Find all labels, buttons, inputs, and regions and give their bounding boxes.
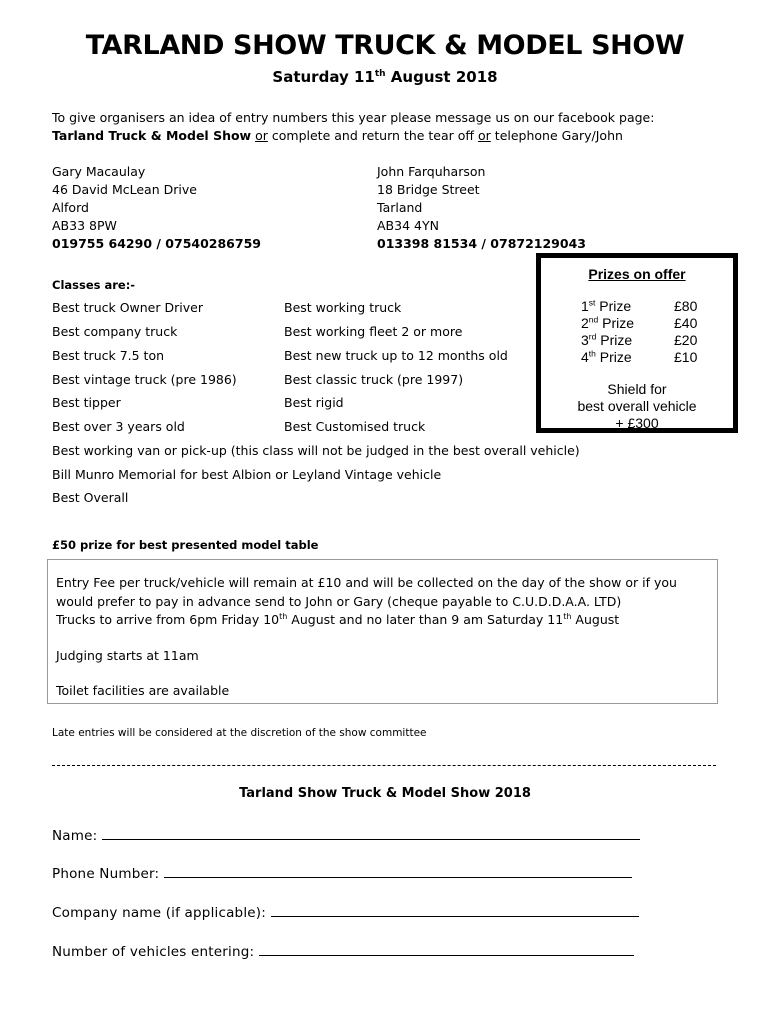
form-title: Tarland Show Truck & Model Show 2018 [239,786,531,801]
shield-line: best overall vehicle [577,398,697,414]
intro-line-1: To give organisers an idea of entry numbers this year please message us on our facebook page: [52,110,655,125]
vehicles-label: Number of vehicles entering: [52,944,255,960]
contact-phone: 013398 81534 / 07872129043 [377,236,586,251]
class-item: Best vintage truck (pre 1986) [52,372,237,387]
name-label: Name: [52,828,98,844]
intro-line-2 [52,127,623,145]
class-item: Best working van or pick-up (this class will not be judged in the best overall vehicle) [52,443,580,458]
prize-place: 1st Prize [581,297,632,314]
company-field-row [52,902,639,921]
class-item: Best classic truck (pre 1997) [284,372,464,387]
prize-amount: £10 [674,349,698,365]
name-field[interactable] [102,825,640,840]
judging-info: Judging starts at 11am [56,648,199,663]
intro-mid: complete and return the tear off [271,128,475,143]
contact-town: Tarland [377,200,423,215]
class-item: Best truck 7.5 ton [52,348,165,363]
info-box [47,559,718,704]
vehicles-field-row [52,941,634,960]
prizes-title: Prizes on offer [588,266,686,282]
class-item: Bill Munro Memorial for best Albion or Leyland Vintage vehicle [52,467,442,482]
contact-john [377,163,586,253]
info-line-3: Trucks to arrive from 6pm Friday 10th August and no later than 9 am Saturday 11th August [56,611,620,627]
contact-address: 18 Bridge Street [377,182,480,197]
contact-phone: 019755 64290 / 07540286759 [52,236,261,251]
date-prefix: Saturday 11 [272,68,375,86]
info-line-1: Entry Fee per truck/vehicle will remain at £10 and will be collected on the day of the show or if you [56,575,677,590]
phone-label: Phone Number: [52,866,160,882]
toilet-info: Toilet facilities are available [56,683,230,698]
class-item: Best rigid [284,395,344,410]
contact-postcode: AB33 8PW [52,218,117,233]
tear-off-line [52,765,716,766]
class-item: Best working fleet 2 or more [284,324,463,339]
prize-amount: £80 [674,298,698,314]
class-item: Best working truck [284,300,402,315]
prize-place: 3rd Prize [581,331,633,348]
contact-gary [52,163,261,253]
class-item: Best over 3 years old [52,419,185,434]
classes-heading: Classes are:- [52,278,136,292]
class-item: Best new truck up to 12 months old [284,348,508,363]
class-item: Best tipper [52,395,121,410]
contact-address: 46 David McLean Drive [52,182,197,197]
contact-postcode: AB34 4YN [377,218,439,233]
phone-field-row [52,863,632,882]
or-text-1: or [255,128,268,143]
event-date [0,68,770,86]
date-month-year: August 2018 [385,68,498,86]
contact-name: Gary Macaulay [52,164,146,179]
company-field[interactable] [271,902,639,917]
prize-amount: £20 [674,332,698,348]
contact-town: Alford [52,200,89,215]
prize-place: 2nd Prize [581,314,635,331]
or-text-2: or [478,128,491,143]
shield-prize [541,381,733,432]
name-field-row [52,825,640,844]
phone-field[interactable] [164,863,632,878]
model-prize: £50 prize for best presented model table [52,538,319,552]
info-line-2: would prefer to pay in advance send to John or Gary (cheque payable to C.U.D.D.A.A. LTD) [56,594,622,609]
late-entries-note: Late entries will be considered at the discretion of the show committee [52,727,427,739]
intro-end: telephone Gary/John [494,128,623,143]
company-label: Company name (if applicable): [52,905,267,921]
shield-line: + £300 [615,415,659,431]
vehicles-field[interactable] [259,941,634,956]
prizes-box [536,253,738,433]
prize-amount: £40 [674,315,698,331]
facebook-page-name: Tarland Truck & Model Show [52,128,252,143]
class-item: Best company truck [52,324,178,339]
prize-place: 4th Prize [581,348,632,365]
class-item: Best truck Owner Driver [52,300,203,315]
page-title: TARLAND SHOW TRUCK & MODEL SHOW [85,30,685,61]
date-suffix-ordinal: th [374,69,386,79]
contact-name: John Farquharson [377,164,486,179]
class-item: Best Overall [52,490,129,505]
shield-line: Shield for [607,381,667,397]
class-item: Best Customised truck [284,419,426,434]
